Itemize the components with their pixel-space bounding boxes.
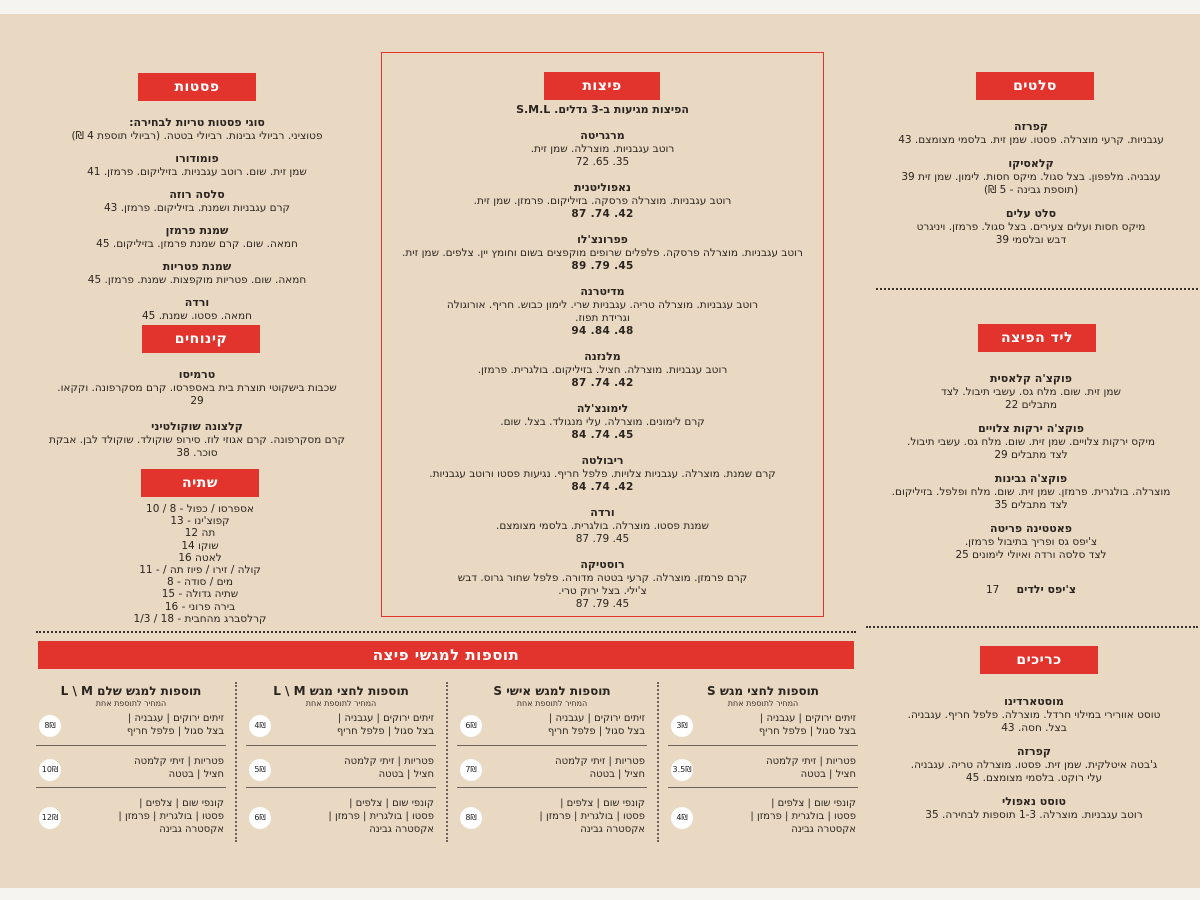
pizza-item: [386, 558, 819, 611]
pastas-banner: פסטות: [138, 73, 256, 101]
price-badge: 4₪: [249, 715, 271, 737]
item-price: 48. 84. 94: [571, 325, 634, 337]
item-name: קפרזה: [1014, 120, 1048, 133]
item-desc: קרם מסקרפונה. קרם אגוזי לוז. סירופ שוקולד. שוקולד לבן. אבקת סוכר. 38: [49, 434, 345, 459]
row-separator: [668, 745, 858, 746]
toppings-col-title: תוספות למגש אישי S: [493, 684, 611, 698]
item-extra: לצד סלסה ורדה ואיולי לימונים 25: [955, 549, 1107, 561]
salad-item: [866, 207, 1196, 247]
sandwich-item: [866, 695, 1200, 735]
topping-line: אקסטרה גבינה: [159, 824, 224, 835]
item-extra: עלי רוקט. בלסמי מצומצם. 45: [965, 772, 1103, 784]
topping-line: זיתים ירוקים | עגבניה |: [127, 713, 224, 724]
item-name: שמנת פרמזן: [165, 224, 229, 237]
row-separator: [457, 745, 647, 746]
topping-line: פטריות | זיתי קלמטה: [766, 756, 856, 767]
topping-line: חציל | בטטה: [589, 769, 645, 780]
topping-line: קונפי שום | צלפים |: [349, 798, 434, 809]
toppings-col-full-ml: [36, 683, 226, 835]
item-name: מלנזנה: [584, 350, 621, 363]
toppings-col-title: תוספות לחצי מגש S: [707, 684, 819, 698]
item-name: לימונצ'לה: [576, 402, 629, 415]
side-item: [866, 472, 1196, 512]
item-extra: לצד מתבלים 29: [994, 449, 1068, 461]
item-name: קלצונה שוקולטיני: [151, 420, 243, 433]
divider: [876, 288, 1198, 290]
row-separator: [457, 787, 647, 788]
pasta-item: [30, 260, 364, 287]
item-price: 42. 74. 87: [571, 377, 634, 389]
price-badge: 4₪: [671, 807, 693, 829]
item-name: סוגי פסטות טריות לבחירה:: [129, 116, 265, 129]
drinks-banner: שתיה: [141, 469, 259, 497]
salad-item: [866, 157, 1196, 197]
item-name: קלאסיקו: [1008, 157, 1054, 170]
salads-list: [866, 120, 1196, 257]
item-name: קפרזה: [1017, 745, 1051, 758]
toppings-col-half-ml: [246, 683, 436, 835]
item-price: 45. 79. 87: [575, 598, 630, 610]
item-extra: (תוספת גבינה - 5 ₪): [983, 184, 1079, 196]
toppings-col-title: תוספות לחצי מגש L \ M: [273, 684, 409, 698]
item-name: פומודורו: [175, 152, 219, 165]
pizza-item: [386, 454, 819, 494]
topping-line: זיתים ירוקים | עגבניה |: [759, 713, 856, 724]
topping-group-a: [127, 712, 224, 738]
topping-group-c: [750, 797, 856, 836]
toppings-col-note: המחיר לתוספת אחת: [727, 699, 799, 708]
side-item: [866, 422, 1196, 462]
topping-line: פטריות | זיתי קלמטה: [134, 756, 224, 767]
drink-item: קפוצ'ינו - 13: [170, 515, 230, 528]
pizza-item: [386, 506, 819, 546]
pastas-list: [30, 116, 364, 333]
pizzas-list: [386, 103, 819, 621]
topping-line: חציל | בטטה: [800, 769, 856, 780]
row-separator: [246, 787, 436, 788]
item-desc: שמנת פסטו. מוצרלה. בולגרית. בלסמי מצומצם.: [495, 520, 709, 532]
price-badge: 7₪: [460, 759, 482, 781]
item-price: 35. 65. 72: [575, 156, 630, 168]
topping-line: בצל סגול | פלפל חריף: [336, 726, 434, 737]
drink-item: תה 12: [184, 527, 216, 540]
item-desc: רוטב עגבניות. מוצרלה טריה. עגבניות שרי. לימון כבוש. חריף. אורוגולה וגרידת תפוז.: [446, 299, 759, 324]
pizzas-subtitle: הפיצות מגיעות ב-3 גדלים. S.M.L: [516, 103, 689, 116]
item-name: נאפוליטנית: [573, 181, 632, 194]
toppings-col-note: המחיר לתוספת אחת: [95, 699, 167, 708]
toppings-col-personal-s: [457, 683, 647, 835]
desserts-list: [30, 368, 364, 470]
item-name: מדיטרנה: [580, 285, 625, 298]
item-desc: קרם פרמזן. מוצרלה. קרעי בטטה מדורה. פלפל שחור גרוס. דבש צ'ילי. בצל ירוק טרי.: [457, 572, 748, 597]
pizza-item: [386, 402, 819, 442]
item-desc: עגבניה. מלפפון. בצל סגול. מיקס חסות. לימון. שמן זית 39: [901, 171, 1161, 183]
topping-line: פטריות | זיתי קלמטה: [555, 756, 645, 767]
item-name: שמנת פטריות: [162, 260, 232, 273]
pizza-item: [386, 129, 819, 169]
topping-line: אקסטרה גבינה: [369, 824, 434, 835]
divider: [866, 626, 1198, 628]
item-name: פפרונצ'לו: [577, 233, 628, 246]
item-extra: בצל. חסה. 43: [1001, 722, 1067, 734]
topping-group-b: [134, 755, 224, 781]
column-separator: [657, 682, 659, 842]
pizza-item: [386, 181, 819, 221]
pasta-item: [30, 224, 364, 251]
topping-group-c: [539, 797, 645, 836]
item-name: פאטטינה פריטה: [990, 522, 1072, 535]
item-desc: חמאה. שום. פטריות מוקפצות. שמנת. פרמזן. 45: [87, 274, 307, 286]
row-separator: [36, 745, 226, 746]
item-desc: רוטב עגבניות. מוצרלה פרסקה. פלפלים שרופים מוקפצים בשום וחומץ יין. צלפים. שמן זית.: [402, 247, 803, 259]
topping-group-c: [118, 797, 224, 836]
topping-group-b: [555, 755, 645, 781]
dessert-item: [30, 420, 364, 460]
item-price: 42. 74. 87: [571, 208, 634, 220]
pasta-item: [30, 296, 364, 323]
side-item: [866, 522, 1196, 562]
item-desc: קרם שמנת. מוצרלה. עגבניות צלויות. פלפל חריף. נגיעות פסטו ורוטב עגבניות.: [429, 468, 776, 480]
drink-item: בירה פרוני - 16: [164, 600, 236, 613]
side-banner: ליד הפיצה: [978, 324, 1096, 352]
topping-line: חציל | בטטה: [378, 769, 434, 780]
sandwich-item: [866, 795, 1200, 822]
toppings-col-note: המחיר לתוספת אחת: [516, 699, 588, 708]
price-badge: 8₪: [39, 715, 61, 737]
item-name: טוסט נאפולי: [1002, 795, 1066, 808]
topping-line: קונפי שום | צלפים |: [771, 798, 856, 809]
item-name: סלט עלים: [1005, 207, 1057, 220]
pizza-item: [386, 350, 819, 390]
drink-item: אספרסו / כפול - 8 / 10: [146, 503, 254, 515]
pasta-item: [30, 188, 364, 215]
topping-line: פטריות | זיתי קלמטה: [344, 756, 434, 767]
item-price: 45. 74. 84: [571, 429, 634, 441]
desserts-banner: קינוחים: [142, 325, 260, 353]
sandwiches-list: [866, 695, 1200, 832]
topping-group-b: [344, 755, 434, 781]
pizzas-banner: פיצות: [544, 72, 660, 100]
row-separator: [668, 787, 858, 788]
item-name: מרגריטה: [580, 129, 625, 142]
item-name: מוסטארדינו: [1004, 695, 1064, 708]
price-badge: 10₪: [39, 759, 61, 781]
item-desc: רוטב עגבניות. מוצרלה. חציל. בזיליקום. בולגרית. פרמזן.: [477, 364, 728, 376]
row-separator: [246, 745, 436, 746]
topping-line: אקסטרה גבינה: [791, 824, 856, 835]
item-desc: רוטב עגבניות. מוצרלה פרסקה. בזיליקום. פרמזן. שמן זית.: [473, 195, 732, 207]
item-desc: צ'יפס גס ופריך בתיבול פרמזן.: [964, 536, 1098, 548]
pasta-intro: [30, 116, 364, 143]
salads-banner: סלטים: [976, 72, 1094, 100]
column-separator: [446, 682, 448, 842]
item-desc: רוטב עגבניות. מוצרלה. 1-3 תוספות לבחירה. 35: [925, 809, 1143, 821]
topping-group-a: [548, 712, 645, 738]
drink-item: קרלסברג מהחבית - 18 / 1/3: [133, 612, 267, 625]
item-desc: רוטב עגבניות. מוצרלה. שמן זית.: [530, 143, 675, 155]
topping-line: זיתים ירוקים | עגבניה |: [548, 713, 645, 724]
topping-line: בצל סגול | פלפל חריף: [547, 726, 645, 737]
drink-item: קולה / זירו / פיוז תה / - 11: [139, 564, 261, 577]
pizza-item: [386, 233, 819, 273]
item-price: 17: [985, 584, 1000, 596]
drink-item: מים / סודה - 8: [166, 576, 234, 589]
topping-line: קונפי שום | צלפים |: [139, 798, 224, 809]
topping-line: אקסטרה גבינה: [580, 824, 645, 835]
pasta-item: [30, 152, 364, 179]
drink-item: לאטה 16: [178, 551, 222, 564]
column-separator: [235, 682, 237, 842]
row-separator: [36, 787, 226, 788]
item-desc: עגבניות. קרעי מוצרלה. פסטו. שמן זית. בלסמי מצומצם. 43: [898, 134, 1164, 146]
item-name: פוקצ'ה ירקות צלויים: [978, 422, 1084, 435]
toppings-col-title: תוספות למגש שלם L \ M: [60, 684, 202, 698]
item-desc: שמן זית. שום. רוטב עגבניות. בזיליקום. פרמזן. 41: [87, 166, 307, 178]
drink-item: שוקו 14: [181, 539, 219, 552]
item-name: ורדה: [590, 506, 615, 519]
toppings-banner: תוספות למגשי פיצה: [38, 641, 854, 669]
item-name: פוקצ'ה גבינות: [994, 472, 1068, 485]
item-name: ורדה: [184, 296, 210, 309]
item-extra: לצד מתבלים 35: [994, 499, 1068, 511]
item-desc: פטוציני. רביולי גבינות. רביולי בטטה. (רביולי תוספת 4 ₪): [71, 130, 323, 142]
price-badge: 3₪: [671, 715, 693, 737]
price-badge: 3.5₪: [671, 759, 693, 781]
drinks-list: [100, 503, 300, 625]
sandwiches-banner: כריכים: [980, 646, 1098, 674]
topping-group-c: [328, 797, 434, 836]
divider: [36, 631, 856, 633]
topping-group-a: [759, 712, 856, 738]
toppings-col-note: המחיר לתוספת אחת: [305, 699, 377, 708]
topping-line: בצל סגול | פלפל חריף: [126, 726, 224, 737]
topping-line: פסטו | בולגרית | פרמזן |: [118, 811, 224, 822]
item-desc: שמן זית. שום. מלח גס. עשבי תיבול. לצד מתבלים 22: [941, 386, 1121, 411]
item-desc: ג'בטה איטלקית. שמן זית. פסטו. מוצרלה טריה. עגבניה.: [910, 759, 1158, 771]
price-badge: 6₪: [249, 807, 271, 829]
price-badge: 8₪: [460, 807, 482, 829]
item-desc: מוצרלה. בולגרית. פרמזן. שמן זית. שום. מלח ופלפל. בזיליקום.: [891, 486, 1171, 498]
side-item: [866, 372, 1196, 412]
item-desc: חמאה. שום. קרם שמנת פרמזן. בזיליקום. 45: [96, 238, 298, 250]
topping-group-b: [766, 755, 856, 781]
topping-line: קונפי שום | צלפים |: [560, 798, 645, 809]
item-desc: שכבות בישקוטי תוצרת בית באספרסו. קרם מסקרפונה. וקקאו.: [57, 382, 337, 394]
item-desc: קרם לימונים. מוצרלה. עלי מנגולד. בצל. שום.: [500, 416, 705, 428]
pizza-item: [386, 285, 819, 338]
item-name: סלסה רוזה: [169, 188, 225, 201]
salad-item: [866, 120, 1196, 147]
sandwich-item: [866, 745, 1200, 785]
side-item: [866, 578, 1196, 597]
topping-line: בצל סגול | פלפל חריף: [758, 726, 856, 737]
price-badge: 6₪: [460, 715, 482, 737]
item-name: טרמיסו: [178, 368, 216, 381]
topping-line: פסטו | בולגרית | פרמזן |: [750, 811, 856, 822]
toppings-col-half-s: [668, 683, 858, 835]
item-price: 42. 74. 84: [571, 481, 634, 493]
drink-item: שתיה גדולה - 15: [161, 588, 239, 601]
item-price: 29: [190, 395, 204, 407]
item-name: פוקצ'ה קלאסית: [989, 372, 1073, 385]
item-price: 45. 79. 87: [575, 533, 630, 545]
item-name: ריבולטה: [581, 454, 624, 467]
item-price: 45. 79. 89: [571, 260, 634, 272]
item-name: צ'יפס ילדים: [1016, 583, 1077, 596]
item-name: רוסטיקה: [580, 558, 625, 571]
item-desc: מיקס חסות ועלים צעירים. בצל סגול. פרמזן. ויניגרט דבש ובלסמי 39: [916, 221, 1146, 246]
topping-line: חציל | בטטה: [168, 769, 224, 780]
price-badge: 5₪: [249, 759, 271, 781]
item-desc: טוסט אוורירי במילוי חרדל. מוצרלה. פלפל חריף. עגבניה.: [907, 709, 1161, 721]
topping-line: זיתים ירוקים | עגבניה |: [337, 713, 434, 724]
price-badge: 12₪: [39, 807, 61, 829]
item-desc: חמאה. פסטו. שמנת. 45: [142, 310, 252, 322]
item-desc: מיקס ירקות צלויים. שמן זית. שום. מלח גס. עשבי תיבול.: [907, 436, 1155, 448]
dessert-item: [30, 368, 364, 408]
item-desc: קרם עגבניות ושמנת. בזיליקום. פרמזן. 43: [104, 202, 290, 214]
topping-group-a: [337, 712, 434, 738]
side-list: [866, 372, 1196, 607]
topping-line: פסטו | בולגרית | פרמזן |: [539, 811, 645, 822]
topping-line: פסטו | בולגרית | פרמזן |: [328, 811, 434, 822]
